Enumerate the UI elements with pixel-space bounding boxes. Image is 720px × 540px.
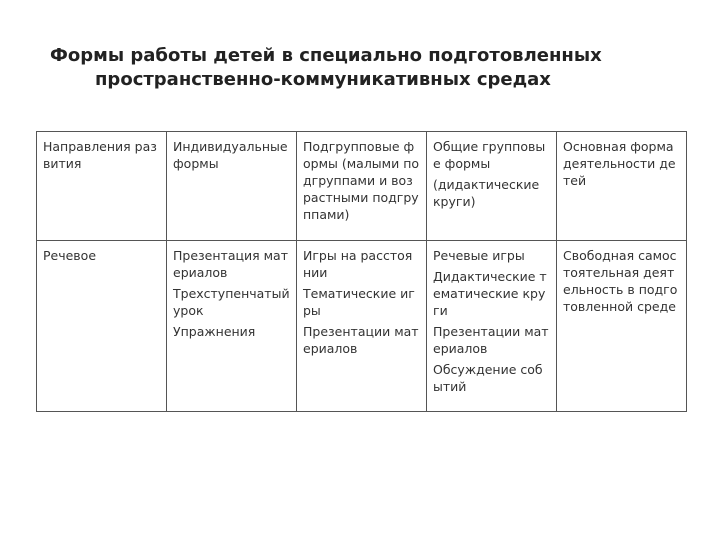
list-item: Презентации материалов <box>303 324 419 356</box>
row-cell-main-activity <box>557 241 687 412</box>
row-cell-subgroup <box>297 241 427 412</box>
header-cell-individual-forms <box>167 132 297 241</box>
list-item: Свободная самостоятельная деятельность в подготовленной среде <box>563 248 678 314</box>
cell-text: (дидактические круги) <box>433 177 540 209</box>
header-cell-directions <box>37 132 167 241</box>
row-cell-individual <box>167 241 297 412</box>
table-header-row <box>37 132 687 241</box>
cell-text: Основная форма деятельности детей <box>563 139 676 188</box>
list-item: Игры на расстоянии <box>303 248 413 280</box>
list-item: Речевые игры <box>433 248 525 263</box>
row-cell-direction <box>37 241 167 412</box>
slide-title-line-1: Формы работы детей в специально подготовленных <box>50 45 602 66</box>
header-cell-group-forms <box>427 132 557 241</box>
forms-table <box>36 131 687 412</box>
list-item: Дидактические тематические круги <box>433 269 547 318</box>
list-item: Обсуждение событий <box>433 362 543 394</box>
cell-text: Речевое <box>43 248 97 263</box>
list-item: Тематические игры <box>303 286 415 318</box>
slide-title-line-2: пространственно-коммуникативных средах <box>95 69 551 90</box>
list-item: Презентации материалов <box>433 324 549 356</box>
cell-text: Подгрупповые формы (малыми подгруппами и возрастными подгруппами) <box>303 139 420 222</box>
list-item: Упражнения <box>173 324 256 339</box>
header-cell-subgroup-forms <box>297 132 427 241</box>
cell-text: Индивидуальные формы <box>173 139 288 171</box>
cell-text: Направления развития <box>43 139 157 171</box>
list-item: Презентация материалов <box>173 248 288 280</box>
slide-title <box>40 44 680 92</box>
cell-text: Общие групповые формы <box>433 139 546 171</box>
header-cell-main-activity <box>557 132 687 241</box>
row-cell-group <box>427 241 557 412</box>
list-item: Трехступенчатый урок <box>173 286 290 318</box>
table-row-speech <box>37 241 687 412</box>
